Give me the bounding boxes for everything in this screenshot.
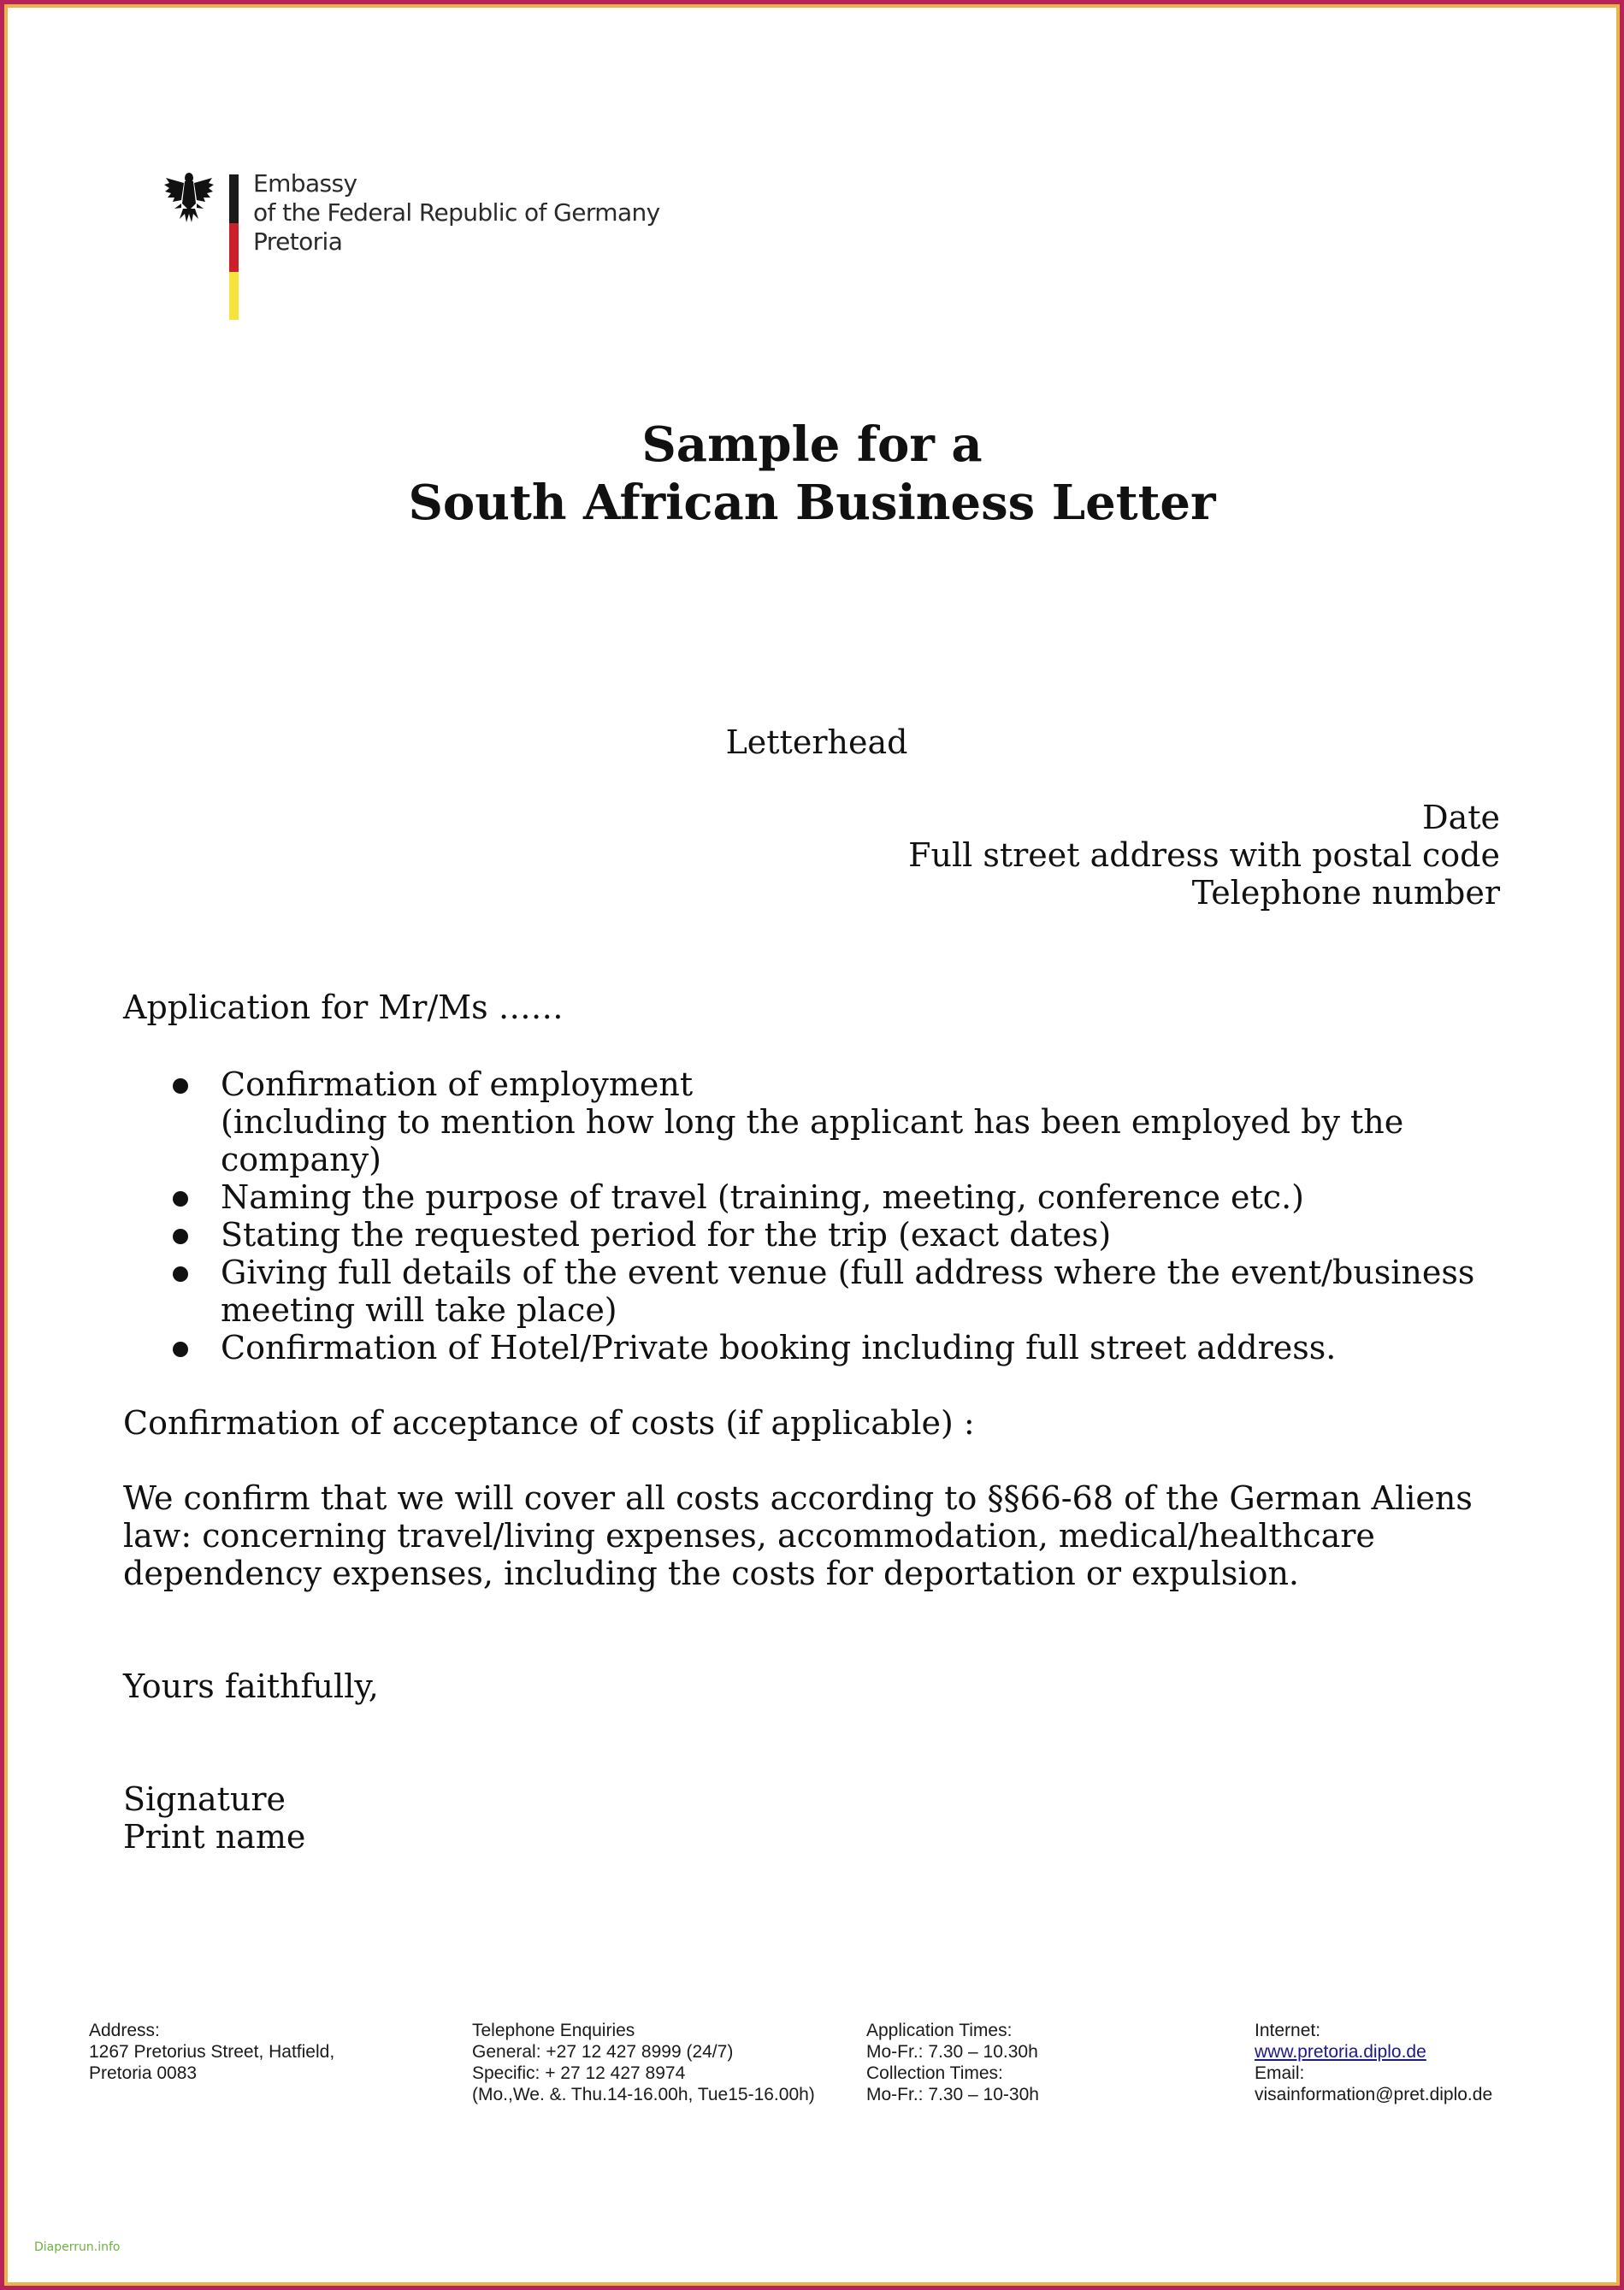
bullet-dot [173, 1078, 188, 1094]
list-item [171, 1216, 1474, 1254]
flag-stripe-gold [229, 272, 239, 320]
sender-telephone: Telephone number [1191, 874, 1500, 912]
print-name-label: Print name [123, 1818, 306, 1856]
sender-date: Date [1422, 799, 1500, 836]
footer-address-label: Address: [89, 2021, 160, 2040]
embassy-line-1: Embassy [253, 169, 357, 198]
footer-telephone-general: General: +27 12 427 8999 (24/7) [472, 2042, 734, 2062]
embassy-name [253, 169, 660, 257]
flag-stripe-black [229, 174, 239, 223]
footer-email: visainformation@pret.diplo.de [1255, 2085, 1493, 2104]
bullet-dot [173, 1342, 188, 1357]
footer-telephone-label: Telephone Enquiries [472, 2021, 635, 2040]
page-title [0, 416, 1624, 532]
list-item [171, 1329, 1474, 1366]
list-item-line: Confirmation of employment [221, 1065, 694, 1103]
title-line-1: Sample for a [641, 416, 983, 473]
bullet-dot [173, 1266, 188, 1282]
watermark: Diaperrun.info [34, 2240, 121, 2254]
footer-email-label: Email: [1255, 2063, 1305, 2083]
list-item [171, 1178, 1474, 1216]
closing: Yours faithfully, [123, 1667, 379, 1705]
requirements-list [171, 1065, 1474, 1366]
footer-application-times: Mo-Fr.: 7.30 – 10.30h [866, 2042, 1038, 2062]
footer-collection-times: Mo-Fr.: 7.30 – 10-30h [866, 2085, 1039, 2104]
german-federal-eagle-icon [162, 169, 216, 229]
footer-address-line: Pretoria 0083 [89, 2063, 198, 2083]
footer-address-line: 1267 Pretorius Street, Hatfield, [89, 2042, 335, 2062]
footer-times [866, 2020, 1039, 2105]
costs-paragraph-line-1: We confirm that we will cover all costs according to §§66-68 of the German Aliens [123, 1479, 1473, 1517]
title-line-2: South African Business Letter [408, 475, 1216, 531]
footer-address [89, 2020, 334, 2084]
embassy-line-3: Pretoria [253, 227, 343, 256]
footer-telephone-hours: (Mo.,We. &. Thu.14-16.00h, Tue15-16.00h) [472, 2085, 815, 2104]
website-link[interactable]: www.pretoria.diplo.de [1255, 2042, 1426, 2062]
footer-collection-label: Collection Times: [866, 2063, 1003, 2083]
costs-heading: Confirmation of acceptance of costs (if applicable) : [123, 1404, 975, 1442]
subject-line: Application for Mr/Ms …… [123, 989, 564, 1026]
footer-internet [1255, 2020, 1492, 2105]
footer-telephone-specific: Specific: + 27 12 427 8974 [472, 2063, 686, 2083]
bullet-dot [173, 1191, 188, 1207]
list-item-line: Stating the requested period for the trip (exact dates) [221, 1216, 1112, 1254]
footer-internet-label: Internet: [1255, 2021, 1321, 2040]
footer-telephone [472, 2020, 815, 2105]
bullet-dot [173, 1229, 188, 1244]
list-item-line: (including to mention how long the applicant has been employed by the [221, 1103, 1404, 1141]
list-item-line: meeting will take place) [221, 1291, 617, 1329]
german-flag-bar [229, 174, 239, 320]
list-item [171, 1065, 1474, 1178]
list-item-line: Giving full details of the event venue (full address where the event/business [221, 1254, 1475, 1291]
list-item [171, 1254, 1474, 1329]
list-item-line: company) [221, 1141, 381, 1178]
footer-application-label: Application Times: [866, 2021, 1013, 2040]
sender-address: Full street address with postal code [908, 836, 1500, 874]
list-item-line: Confirmation of Hotel/Private booking including full street address. [221, 1329, 1337, 1366]
costs-paragraph-line-3: dependency expenses, including the costs for deportation or expulsion. [123, 1555, 1300, 1592]
letterhead-label: Letterhead [725, 723, 908, 761]
flag-stripe-red [229, 223, 239, 272]
list-item-line: Naming the purpose of travel (training, meeting, conference etc.) [221, 1178, 1304, 1216]
signature-label: Signature [123, 1780, 286, 1818]
costs-paragraph-line-2: law: concerning travel/living expenses, accommodation, medical/healthcare [123, 1517, 1375, 1555]
embassy-line-2: of the Federal Republic of Germany [253, 198, 660, 227]
